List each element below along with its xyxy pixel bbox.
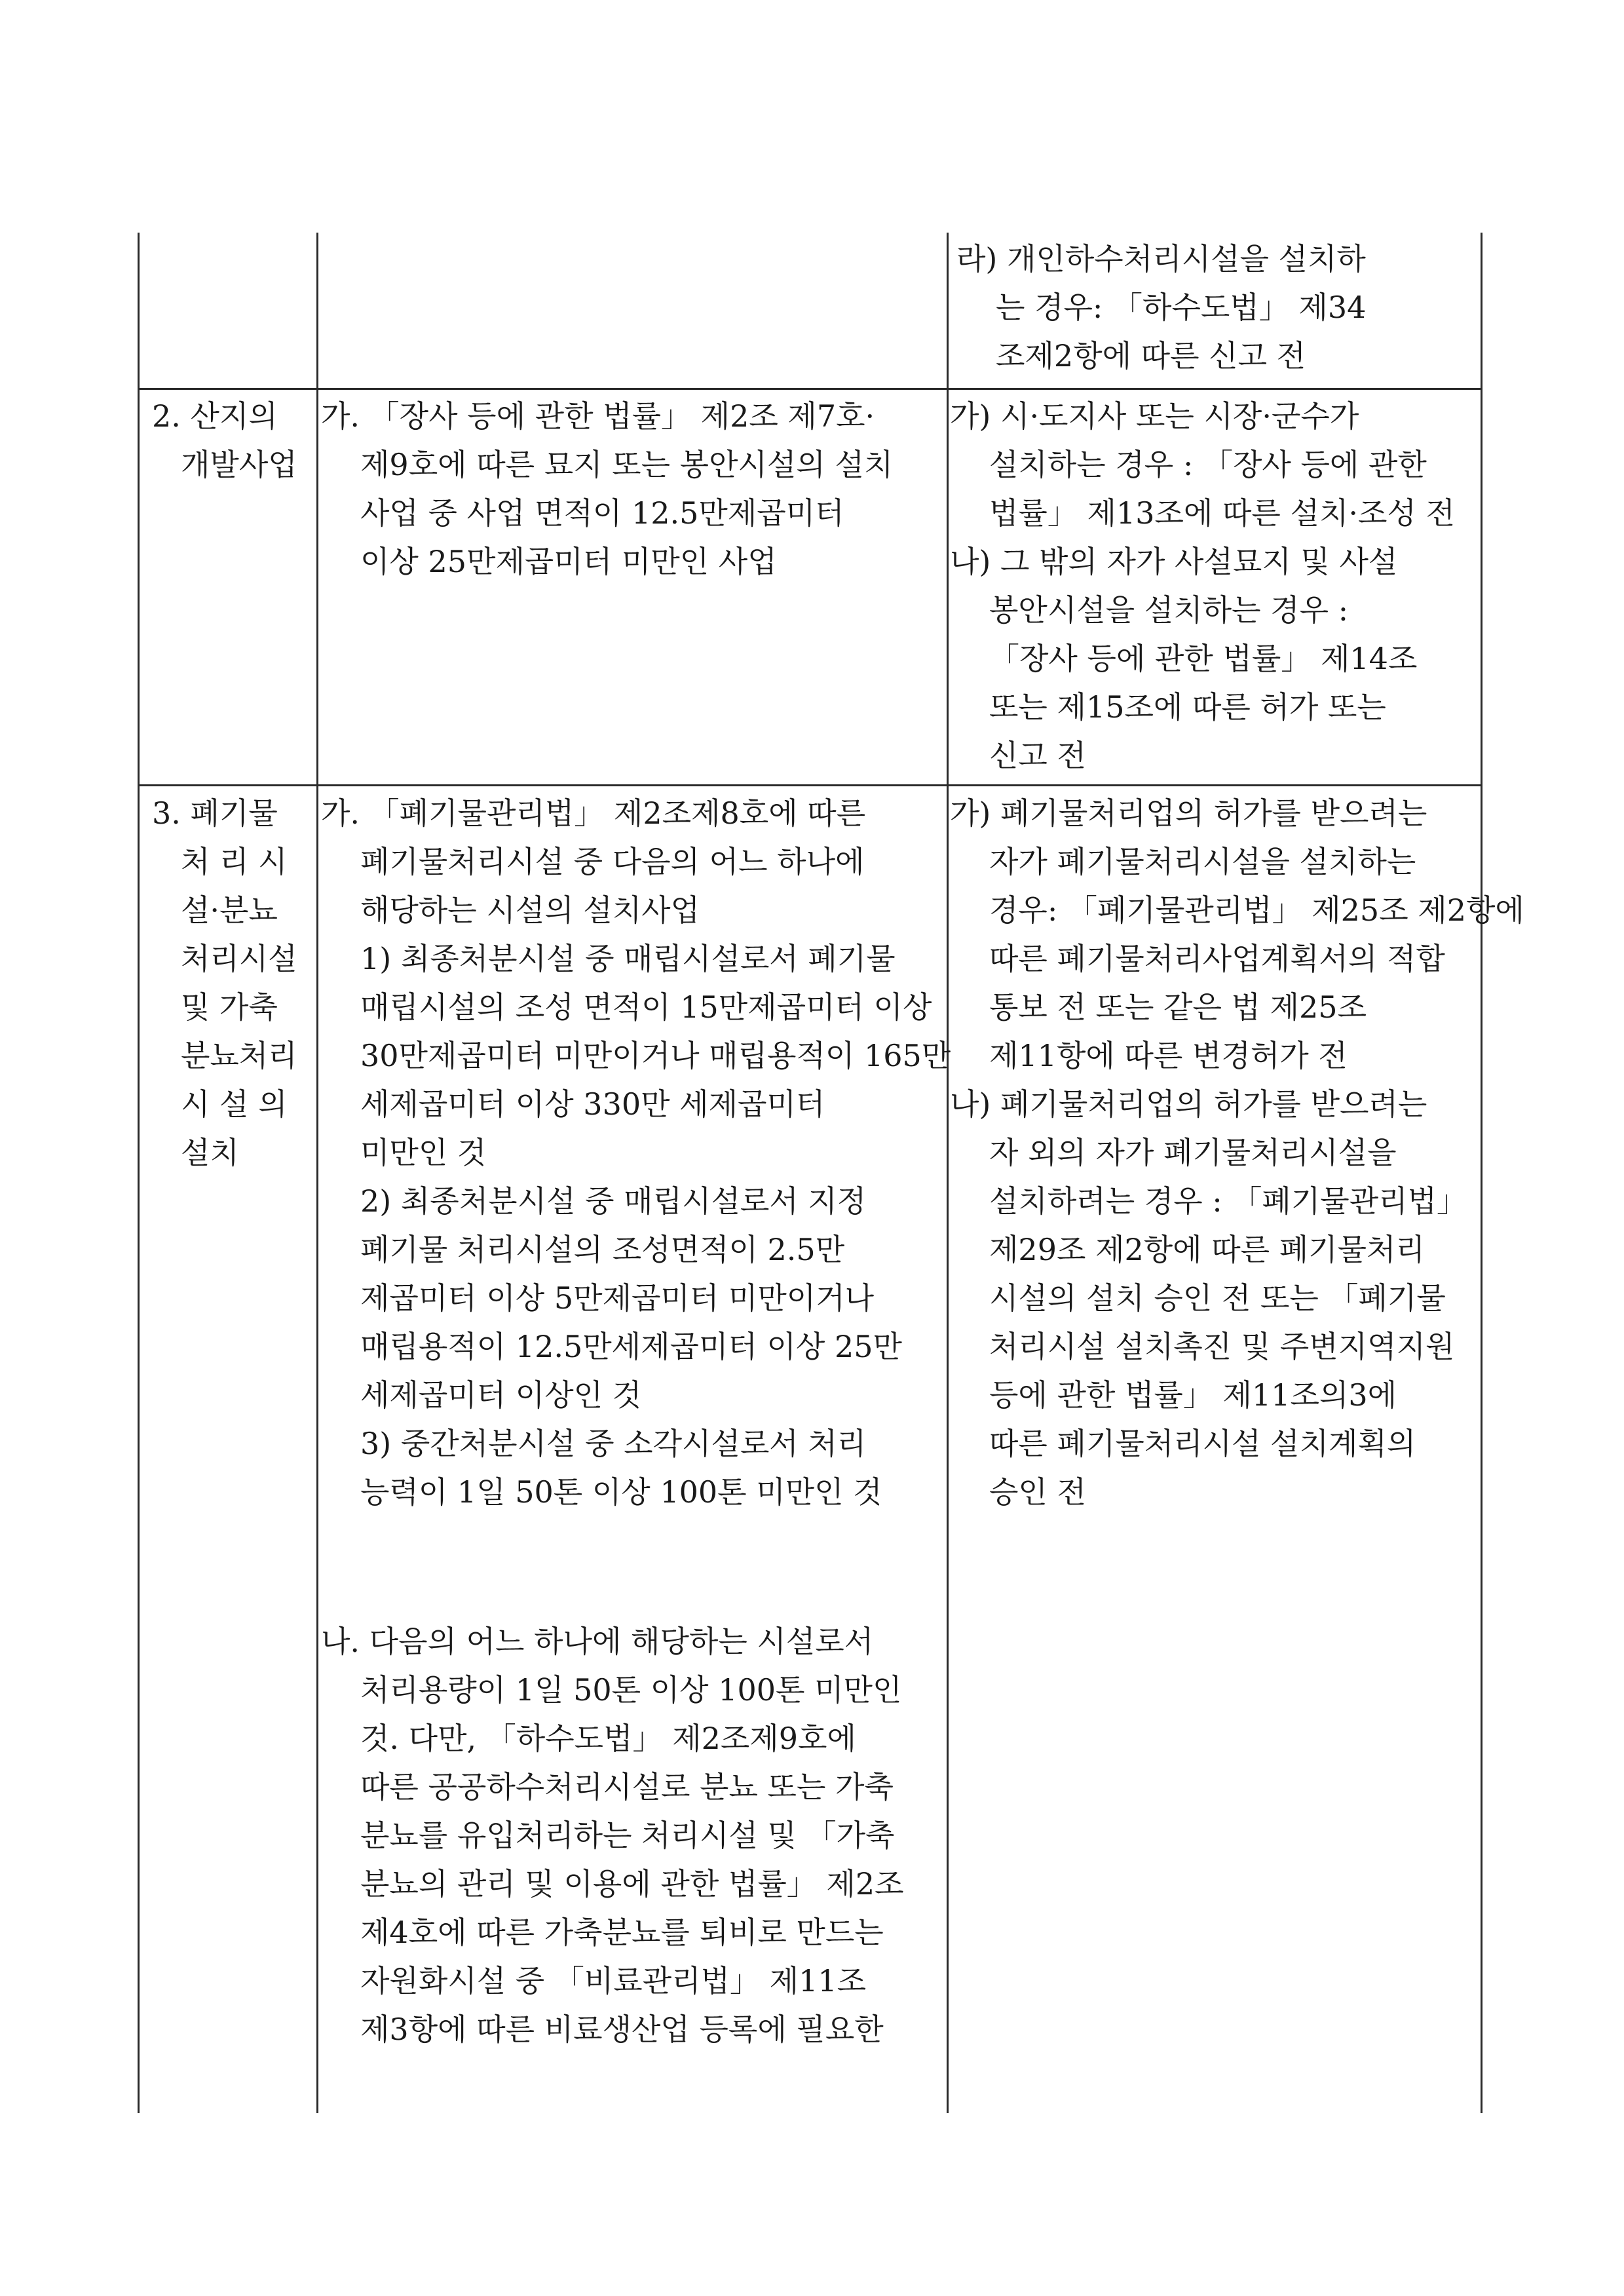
category-line: 처리시설 xyxy=(181,941,297,976)
category-line: 시 설 의 xyxy=(181,1086,288,1122)
timing-line: 조제2항에 따른 신고 전 xyxy=(996,338,1306,373)
row3-timing-cell xyxy=(950,789,1524,1516)
timing-line: 또는 제15조에 따른 허가 또는 xyxy=(989,689,1386,725)
category-line: 개발사업 xyxy=(181,447,297,482)
target-line: 처리용량이 1일 50톤 이상 100톤 미만인 xyxy=(360,1672,902,1708)
table-border-col1 xyxy=(316,233,318,2113)
table-border-right xyxy=(1481,233,1482,2113)
timing-line: 따른 폐기물처리시설 설치계획의 xyxy=(989,1426,1416,1461)
category-line: 설치 xyxy=(181,1135,239,1170)
timing-line: 라) 개인하수처리시설을 설치하 xyxy=(956,241,1366,277)
timing-line: 나) 폐기물처리업의 허가를 받으려는 xyxy=(950,1086,1427,1122)
timing-line: 따른 폐기물처리사업계획서의 적합 xyxy=(989,941,1445,976)
row-divider-1 xyxy=(138,388,1482,390)
row2-category-cell xyxy=(152,392,312,489)
timing-line: 통보 전 또는 같은 법 제25조 xyxy=(989,989,1367,1025)
target-line: 매립용적이 12.5만세제곱미터 이상 25만 xyxy=(360,1329,902,1364)
category-line: 처 리 시 xyxy=(181,844,288,879)
timing-line: 승인 전 xyxy=(989,1474,1086,1510)
category-line: 분뇨처리 xyxy=(181,1038,297,1073)
target-line: 제4호에 따른 가축분뇨를 퇴비로 만드는 xyxy=(360,1915,884,1950)
target-line: 제3항에 따른 비료생산업 등록에 필요한 xyxy=(360,2012,884,2047)
category-line: 설·분뇨 xyxy=(181,892,278,928)
timing-line: 봉안시설을 설치하는 경우 : xyxy=(989,592,1349,628)
target-line: 제9호에 따른 묘지 또는 봉안시설의 설치 xyxy=(360,447,894,482)
timing-line: 「장사 등에 관한 법률」 제14조 xyxy=(989,641,1418,676)
target-line: 제곱미터 이상 5만제곱미터 미만이거나 xyxy=(360,1280,875,1316)
timing-line: 신고 전 xyxy=(989,738,1086,773)
timing-line: 경우: 「폐기물관리법」 제25조 제2항에 xyxy=(989,892,1524,928)
target-line: 해당하는 시설의 설치사업 xyxy=(360,892,700,928)
target-line: 것. 다만, 「하수도법」 제2조제9호에 xyxy=(360,1721,856,1756)
row2-timing-cell xyxy=(950,392,1477,780)
target-line: 나. 다음의 어느 하나에 해당하는 시설로서 xyxy=(321,1624,874,1659)
target-line: 분뇨를 유입처리하는 처리시설 및 「가축 xyxy=(360,1818,895,1853)
target-line: 세제곱미터 이상 330만 세제곱미터 xyxy=(360,1086,825,1122)
target-line: 폐기물 처리시설의 조성면적이 2.5만 xyxy=(360,1232,845,1267)
timing-line: 설치하려는 경우 : 「폐기물관리법」 xyxy=(989,1183,1467,1219)
table-border-col2 xyxy=(947,233,949,2113)
target-line: 2) 최종처분시설 중 매립시설로서 지정 xyxy=(360,1183,867,1219)
timing-line: 법률」 제13조에 따른 설치·조성 전 xyxy=(989,495,1455,531)
category-line: 2. 산지의 xyxy=(152,398,278,434)
timing-line: 가) 시·도지사 또는 시장·군수가 xyxy=(950,398,1359,434)
timing-line: 제11항에 따른 변경허가 전 xyxy=(989,1038,1348,1073)
target-line: 세제곱미터 이상인 것 xyxy=(360,1377,642,1413)
target-line: 능력이 1일 50톤 이상 100톤 미만인 것 xyxy=(360,1474,882,1510)
timing-line: 는 경우: 「하수도법」 제34 xyxy=(996,290,1367,325)
table-border-left xyxy=(138,233,140,2113)
timing-line: 나) 그 밖의 자가 사설묘지 및 사설 xyxy=(950,544,1398,579)
target-line: 폐기물처리시설 중 다음의 어느 하나에 xyxy=(360,844,865,879)
timing-line: 시설의 설치 승인 전 또는 「폐기물 xyxy=(989,1280,1446,1316)
target-line: 미만인 것 xyxy=(360,1135,487,1170)
row1-timing-cell xyxy=(956,235,1474,380)
target-line: 30만제곱미터 미만이거나 매립용적이 165만 xyxy=(360,1038,951,1073)
target-line: 3) 중간처분시설 중 소각시설로서 처리 xyxy=(360,1426,867,1461)
target-line: 분뇨의 관리 및 이용에 관한 법률」 제2조 xyxy=(360,1866,904,1902)
timing-line: 제29조 제2항에 따른 폐기물처리 xyxy=(989,1232,1425,1267)
target-line: 사업 중 사업 면적이 12.5만제곱미터 xyxy=(360,495,844,531)
target-line: 자원화시설 중 「비료관리법」 제11조 xyxy=(360,1963,867,1999)
timing-line: 자가 폐기물처리시설을 설치하는 xyxy=(989,844,1416,879)
timing-line: 등에 관한 법률」 제11조의3에 xyxy=(989,1377,1397,1413)
timing-line: 처리시설 설치촉진 및 주변지역지원 xyxy=(989,1329,1455,1364)
row3-target-a-cell xyxy=(321,789,951,1516)
row-divider-2 xyxy=(138,784,1482,786)
target-line: 1) 최종처분시설 중 매립시설로서 폐기물 xyxy=(360,941,896,976)
target-line: 이상 25만제곱미터 미만인 사업 xyxy=(360,544,777,579)
timing-line: 가) 폐기물처리업의 허가를 받으려는 xyxy=(950,795,1427,831)
row3-target-b-cell xyxy=(321,1617,943,2054)
timing-line: 자 외의 자가 폐기물처리시설을 xyxy=(989,1135,1397,1170)
timing-line: 설치하는 경우 : 「장사 등에 관한 xyxy=(989,447,1427,482)
target-line: 가. 「장사 등에 관한 법률」 제2조 제7호· xyxy=(321,398,875,434)
row2-target-cell xyxy=(321,392,943,586)
category-line: 3. 폐기물 xyxy=(152,795,278,831)
category-line: 및 가축 xyxy=(181,989,278,1025)
target-line: 매립시설의 조성 면적이 15만제곱미터 이상 xyxy=(360,989,932,1025)
target-line: 가. 「폐기물관리법」 제2조제8호에 따른 xyxy=(321,795,866,831)
target-line: 따른 공공하수처리시설로 분뇨 또는 가축 xyxy=(360,1769,894,1805)
row3-category-cell xyxy=(152,789,312,1177)
